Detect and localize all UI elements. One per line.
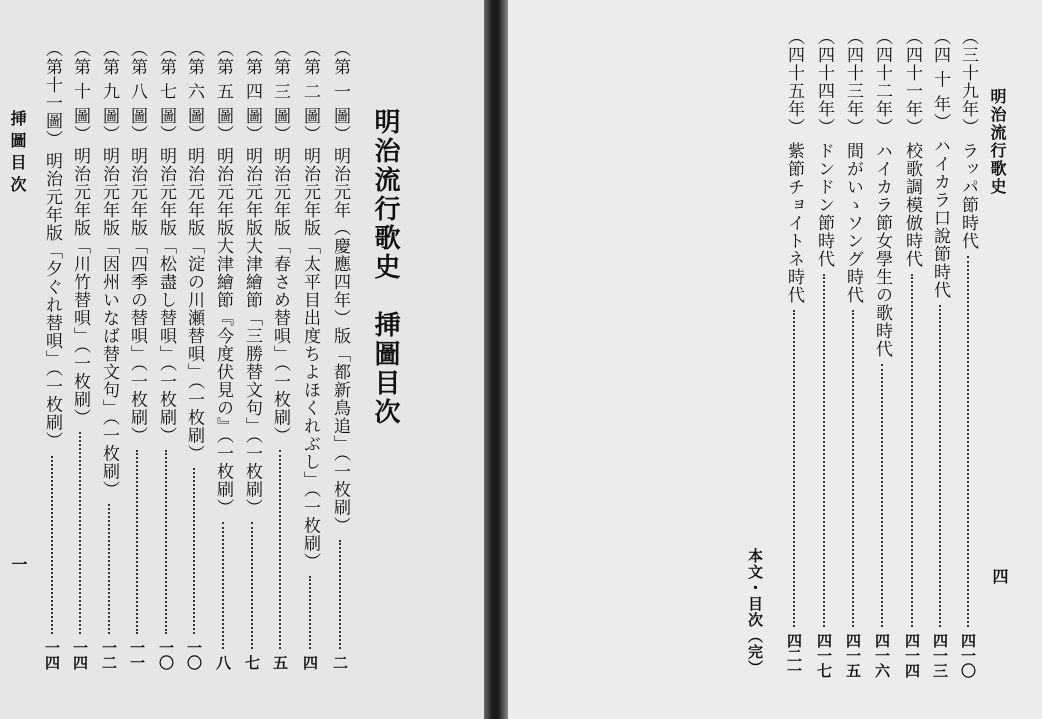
entry-label: （四十五年） <box>784 28 804 136</box>
figure-entry-5 <box>211 40 235 670</box>
entry-title: 明治元年版「春さめ替唄」（一枚刷） <box>270 146 290 445</box>
entry-page: 四一四 <box>903 633 921 678</box>
right-page <box>508 0 1042 719</box>
chapter-entry-2 <box>928 28 952 678</box>
entry-label: （第 二 圖） <box>300 40 320 143</box>
entry-label: （第 四 圖） <box>242 40 262 143</box>
entry-title: 明治元年版大津繪節『今度伏見の』（一枚刷） <box>213 146 233 517</box>
end-mark: 本文・目次（完） <box>746 548 764 676</box>
leader-dots <box>309 576 311 649</box>
entry-page: 八 <box>214 655 232 670</box>
entry-label: （第 一 圖） <box>330 40 350 143</box>
figure-entry-10 <box>68 40 92 670</box>
entry-label: （四十三年） <box>843 28 863 136</box>
entry-page: 四 <box>301 655 319 670</box>
entry-label: （第十一圖） <box>42 40 62 148</box>
entry-title: 明治元年版「四季の替唄」（一枚刷） <box>127 146 147 445</box>
chapter-entry-3 <box>900 28 924 678</box>
figure-entry-6 <box>182 40 206 670</box>
leader-dots <box>108 504 110 634</box>
entry-label: （第 十 圖） <box>70 40 90 143</box>
entry-title: ドンドン節時代 <box>814 142 834 268</box>
leader-dots <box>339 540 341 649</box>
entry-page: 五 <box>271 655 289 670</box>
figure-entry-4 <box>240 40 264 670</box>
entry-page: 四一〇 <box>959 633 977 678</box>
entry-label: （第 九 圖） <box>99 40 119 143</box>
entry-title: 明治元年版「因州いなば替文句」（一枚刷） <box>99 146 119 499</box>
leader-dots <box>193 468 195 634</box>
entry-label: （四十四年） <box>814 28 834 136</box>
entry-label: （三十九年） <box>958 28 978 136</box>
chapter-entry-7 <box>782 28 806 678</box>
leader-dots <box>136 450 138 634</box>
entry-page: 四一七 <box>815 633 833 678</box>
entry-title: ハイカラ節女學生の歌時代 <box>872 142 892 358</box>
chapter-entry-1 <box>956 28 980 678</box>
entry-title: 明治元年版「太平目出度ちよほくれぶし」（一枚刷） <box>300 146 320 571</box>
leader-dots <box>222 522 224 649</box>
entry-page: 一四 <box>43 640 61 670</box>
entry-label: （第 三 圖） <box>270 40 290 143</box>
figure-entry-2 <box>298 40 322 670</box>
figure-entry-11 <box>40 40 64 670</box>
page-number: 四 <box>990 568 1009 584</box>
entry-page: 七 <box>243 655 261 670</box>
chapter-entry-4 <box>870 28 894 678</box>
entry-label: （四十一年） <box>902 28 922 136</box>
entry-title: 明治元年版「川竹替唄」（一枚刷） <box>70 146 90 427</box>
entry-page: 四一三 <box>931 633 949 678</box>
left-page <box>0 0 484 719</box>
entry-label: （第 七 圖） <box>156 40 176 143</box>
running-head: 明治流行歌史 <box>988 88 1007 196</box>
entry-label: （第 八 圖） <box>127 40 147 143</box>
leader-dots <box>51 456 53 635</box>
entry-label: （四 十 年） <box>930 28 950 131</box>
entry-page: 一四 <box>71 640 89 670</box>
leader-dots <box>881 364 883 627</box>
book-gutter <box>484 0 508 719</box>
figure-entry-8 <box>125 40 149 670</box>
entry-title: ラッパ節時代 <box>958 142 978 250</box>
leader-dots <box>852 310 854 627</box>
figure-entry-1 <box>328 40 352 670</box>
entry-title: 明治元年（慶應四年）版「都新鳥追」（一枚刷） <box>330 146 350 535</box>
leader-dots <box>279 450 281 649</box>
entry-title: 明治元年版「夕ぐれ替唄」（一枚刷） <box>42 152 62 450</box>
page-title: 明治流行歌史 挿圖目次 <box>370 108 400 427</box>
chapter-entry-6 <box>812 28 836 678</box>
leader-dots <box>823 274 825 627</box>
entry-page: 四一六 <box>873 633 891 678</box>
entry-title: 間がいゝソング時代 <box>843 142 863 304</box>
figure-entry-9 <box>97 40 121 670</box>
leader-dots <box>967 256 969 627</box>
figure-entry-7 <box>154 40 178 670</box>
leader-dots <box>793 310 795 627</box>
entry-page: 一〇 <box>157 640 175 670</box>
entry-page: 二 <box>331 655 349 670</box>
entry-page: 一二 <box>100 640 118 670</box>
entry-title: 紫節チョイトネ時代 <box>784 142 804 304</box>
leader-dots <box>165 450 167 634</box>
entry-label: （四十二年） <box>872 28 892 136</box>
leader-dots <box>939 305 941 627</box>
entry-page: 四二一 <box>785 633 803 678</box>
chapter-entry-5 <box>841 28 865 678</box>
entry-title: ハイカラ口說節時代 <box>930 136 950 299</box>
entry-title: 校歌調模倣時代 <box>902 142 922 268</box>
entry-page: 四一五 <box>844 633 862 678</box>
entry-page: 一〇 <box>185 640 203 670</box>
running-head: 挿圖目次 <box>8 110 27 198</box>
figure-entry-3 <box>268 40 292 670</box>
entry-label: （第 五 圖） <box>213 40 233 143</box>
entry-title: 明治元年版「淀の川瀬替唄」（一枚刷） <box>184 146 204 463</box>
leader-dots <box>911 274 913 627</box>
leader-dots <box>79 432 81 634</box>
entry-title: 明治元年版大津繪節「三勝替文句」（一枚刷） <box>242 146 262 517</box>
entry-title: 明治元年版「松盡し替唄」（一枚刷） <box>156 146 176 445</box>
page-marker: 一 <box>9 556 28 572</box>
entry-label: （第 六 圖） <box>184 40 204 143</box>
leader-dots <box>251 522 253 649</box>
entry-page: 一一 <box>128 640 146 670</box>
